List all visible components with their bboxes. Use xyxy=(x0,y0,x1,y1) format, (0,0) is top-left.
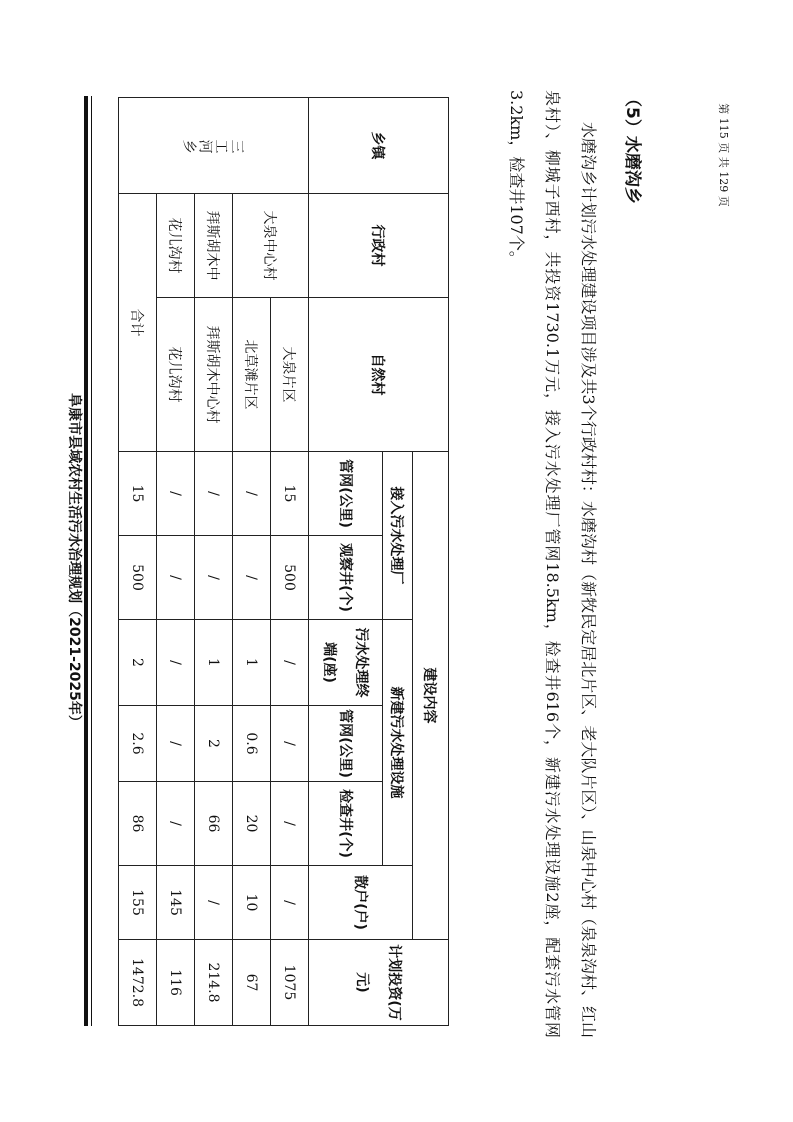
th-pipe-km-b: 管网(公里) xyxy=(309,706,383,782)
th-investment: 计划投资(万元) xyxy=(309,940,449,1026)
cell-pipe-a: / xyxy=(195,452,233,536)
construction-plan-table xyxy=(118,97,449,1026)
cell-insp: 20 xyxy=(233,782,271,866)
th-pipe-km-a: 管网(公里) xyxy=(309,452,383,536)
cell-invest: 1075 xyxy=(271,940,309,1026)
cell-admin: 花儿沟村 xyxy=(157,194,195,298)
cell-invest: 214.8 xyxy=(195,940,233,1026)
th-construction: 建设内容 xyxy=(413,452,449,940)
cell-total-insp: 86 xyxy=(119,782,157,866)
cell-invest: 116 xyxy=(157,940,195,1026)
cell-scattered: 10 xyxy=(233,866,271,940)
cell-pipe-a: 15 xyxy=(271,452,309,536)
cell-scattered: / xyxy=(271,866,309,940)
th-insp-wells: 检查井(个) xyxy=(309,782,383,866)
cell-term: 1 xyxy=(233,620,271,706)
cell-natural: 花儿沟村 xyxy=(157,298,195,452)
cell-insp: / xyxy=(157,782,195,866)
header-rule-thin xyxy=(91,96,92,1026)
cell-total-scattered: 155 xyxy=(119,866,157,940)
section-paragraph: 水磨沟乡计划污水处理建设项目涉及共3个行政村村：水磨沟村（新牧民定居北片区、老大队片区）、山泉中心村（泉泉沟村、红山泉村）、柳城子西村，共投资1730.1万元，接入污水处理厂管网18.5km，检查井616个，新建污水处理设施2座，配套污水管网3.2km，检查井107个。 xyxy=(507,90,598,1038)
cell-scattered: 145 xyxy=(157,866,195,940)
th-natural-village: 自然村 xyxy=(309,298,449,452)
cell-pipe-b: 2 xyxy=(195,706,233,782)
document-header-title: 阜康市县域农村生活污水治理规划（2021-2025年） xyxy=(66,393,82,729)
page-number: 第 115 页 共 129 页 xyxy=(717,103,730,207)
cell-term: / xyxy=(157,620,195,706)
table-row xyxy=(157,98,195,1026)
cell-natural: 北草滩片区 xyxy=(233,298,271,452)
cell-admin: 拜斯胡木中 xyxy=(195,194,233,298)
cell-pipe-a: / xyxy=(233,452,271,536)
cell-insp: 66 xyxy=(195,782,233,866)
table-total-row xyxy=(119,98,157,1026)
cell-pipe-b: / xyxy=(271,706,309,782)
cell-obs: / xyxy=(195,536,233,620)
cell-invest: 67 xyxy=(233,940,271,1026)
cell-total-invest: 1472.8 xyxy=(119,940,157,1026)
cell-admin: 大泉中心村 xyxy=(233,194,309,298)
th-scattered: 散户(户) xyxy=(309,866,413,940)
cell-total-term: 2 xyxy=(119,620,157,706)
cell-township xyxy=(119,98,309,194)
cell-insp: / xyxy=(271,782,309,866)
township-value: 三工河乡 xyxy=(181,137,246,154)
cell-total-obs: 500 xyxy=(119,536,157,620)
cell-natural: 大泉片区 xyxy=(271,298,309,452)
header-rule-thick xyxy=(84,96,88,1026)
th-obs-wells: 观察井(个) xyxy=(309,536,383,620)
table-row xyxy=(195,98,233,1026)
cell-obs: / xyxy=(157,536,195,620)
section-body xyxy=(470,90,650,1038)
th-new-facility: 新建污水处理设施 xyxy=(383,620,413,866)
th-admin-village: 行政村 xyxy=(309,194,449,298)
cell-pipe-a: / xyxy=(157,452,195,536)
rotated-table-area xyxy=(119,97,449,1025)
cell-pipe-b: / xyxy=(157,706,195,782)
table-row xyxy=(271,98,309,1026)
cell-pipe-b: 0.6 xyxy=(233,706,271,782)
cell-scattered: / xyxy=(195,866,233,940)
cell-term: / xyxy=(271,620,309,706)
cell-total-pipe-a: 15 xyxy=(119,452,157,536)
th-connect-plant: 接入污水处理厂 xyxy=(383,452,413,620)
cell-obs: / xyxy=(233,536,271,620)
cell-total-label: 合计 xyxy=(119,194,157,452)
cell-total-pipe-b: 2.6 xyxy=(119,706,157,782)
section-heading: （5）水磨沟乡 xyxy=(622,90,642,204)
cell-term: 1 xyxy=(195,620,233,706)
th-township: 乡镇 xyxy=(309,98,449,194)
th-terminals: 污水处理终端(座) xyxy=(309,620,383,706)
cell-obs: 500 xyxy=(271,536,309,620)
cell-natural: 拜斯胡木中心村 xyxy=(195,298,233,452)
